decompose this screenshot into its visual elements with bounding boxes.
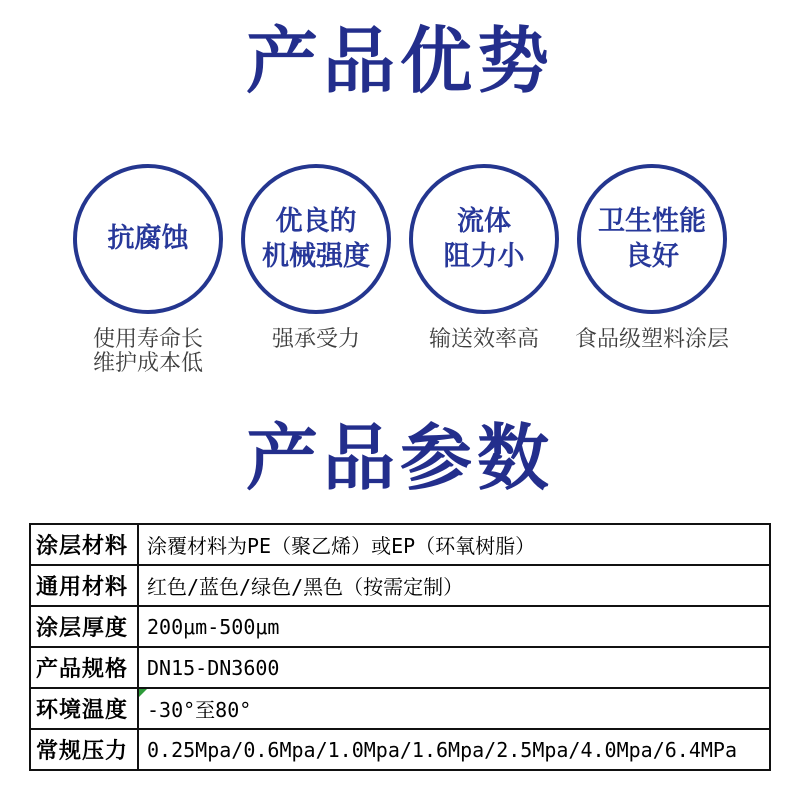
advantage-card-hygiene	[575, 164, 730, 353]
advantages-row	[0, 164, 800, 377]
advantage-card-mechanical-strength	[241, 164, 391, 353]
circle-text-line: 良好	[625, 240, 679, 272]
caption-line: 使用寿命长	[92, 326, 203, 352]
table-row-normal-pressure	[30, 729, 770, 770]
advantage-caption	[272, 328, 360, 353]
param-value: 红色/蓝色/绿色/黑色（按需定制）	[138, 565, 770, 606]
caption-line: 食品级塑料涂层	[575, 326, 730, 352]
advantage-circle-hygiene	[577, 164, 727, 314]
advantage-card-anticorrosion	[73, 164, 223, 377]
param-label: 环境温度	[30, 688, 138, 729]
cell-error-marker-icon	[139, 689, 147, 697]
table-row-coating-material	[30, 524, 770, 565]
table-row-common-material	[30, 565, 770, 606]
section-title-advantages: 产品优势	[245, 19, 554, 103]
advantage-caption	[575, 328, 729, 353]
section-title-parameters: 产品参数	[245, 415, 554, 500]
param-value: DN15-DN3600	[138, 647, 770, 688]
table-row-coating-thickness	[30, 606, 770, 647]
caption-line: 强承受力	[271, 326, 360, 352]
param-value: 涂覆材料为PE（聚乙烯）或EP（环氧树脂）	[138, 524, 770, 565]
circle-text-line: 抗腐蚀	[107, 223, 189, 255]
circle-text-line: 机械强度	[262, 240, 370, 272]
table-row-product-spec	[30, 647, 770, 688]
param-label: 涂层厚度	[30, 606, 138, 647]
param-label: 常规压力	[30, 729, 138, 770]
param-label: 涂层材料	[30, 524, 138, 565]
advantage-circle-low-fluid-resistance	[409, 164, 559, 314]
caption-line: 维护成本低	[92, 351, 203, 377]
table-row-ambient-temperature	[30, 688, 770, 729]
circle-text-line: 卫生性能	[598, 205, 706, 237]
caption-line: 输送效率高	[428, 326, 539, 352]
param-label: 产品规格	[30, 647, 138, 688]
param-value	[138, 688, 770, 729]
advantage-card-low-fluid-resistance	[409, 164, 559, 353]
param-value-text: -30°至80°	[147, 698, 252, 723]
circle-text-line: 阻力小	[443, 240, 525, 272]
param-value: 0.25Mpa/0.6Mpa/1.0Mpa/1.6Mpa/2.5Mpa/4.0Mpa/6.4MPa	[138, 729, 770, 770]
circle-text-line: 优良的	[275, 205, 357, 237]
advantage-caption	[93, 328, 203, 377]
param-value: 200μm-500μm	[138, 606, 770, 647]
advantage-caption	[429, 328, 539, 353]
param-label: 通用材料	[30, 565, 138, 606]
parameters-table	[29, 523, 771, 771]
circle-text-line: 流体	[457, 205, 511, 237]
advantage-circle-mechanical-strength	[241, 164, 391, 314]
advantage-circle-anticorrosion	[73, 164, 223, 314]
